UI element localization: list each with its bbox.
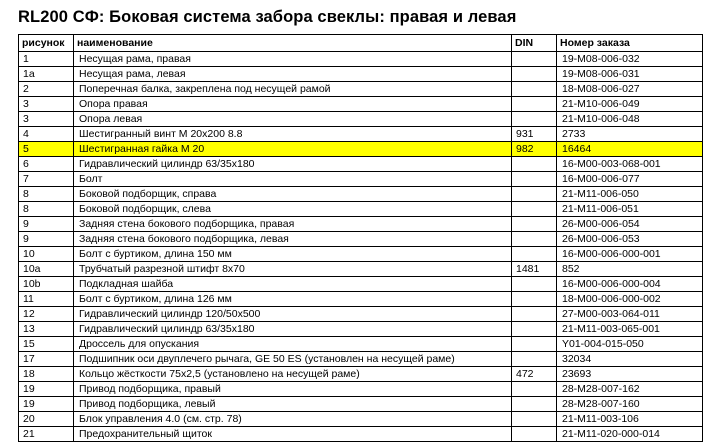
- cell-name: Боковой подборщик, слева: [74, 202, 512, 217]
- table-row: [19, 82, 703, 97]
- cell-name: Привод подборщика, правый: [74, 382, 512, 397]
- cell-order-number: 21-M10-006-049: [557, 97, 703, 112]
- cell-order-number: 21-M11-003-106: [557, 412, 703, 427]
- cell-name: Болт с буртиком, длина 126 мм: [74, 292, 512, 307]
- cell-name: Задняя стена бокового подборщика, левая: [74, 232, 512, 247]
- cell-din: [512, 322, 557, 337]
- cell-order-number: 32034: [557, 352, 703, 367]
- cell-order-number: 21-M11-003-065-001: [557, 322, 703, 337]
- cell-picture: 5: [19, 142, 74, 157]
- cell-picture: 7: [19, 172, 74, 187]
- table-row: [19, 127, 703, 142]
- cell-din: [512, 67, 557, 82]
- cell-din: [512, 97, 557, 112]
- table-row: [19, 397, 703, 412]
- cell-picture: 8: [19, 187, 74, 202]
- table-row: [19, 292, 703, 307]
- table-row: [19, 427, 703, 442]
- cell-picture: 18: [19, 367, 74, 382]
- cell-order-number: 18-M08-006-027: [557, 82, 703, 97]
- cell-picture: 9: [19, 217, 74, 232]
- cell-din: [512, 247, 557, 262]
- cell-order-number: 16-M00-003-068-001: [557, 157, 703, 172]
- cell-din: [512, 352, 557, 367]
- table-row: [19, 412, 703, 427]
- cell-order-number: 27-M00-003-064-011: [557, 307, 703, 322]
- cell-picture: 12: [19, 307, 74, 322]
- cell-order-number: Y01-004-015-050: [557, 337, 703, 352]
- cell-order-number: 852: [557, 262, 703, 277]
- cell-name: Гидравлический цилиндр 120/50x500: [74, 307, 512, 322]
- page-title: RL200 СФ: Боковая система забора свеклы: правая и левая: [18, 8, 517, 26]
- cell-name: Гидравлический цилиндр 63/35x180: [74, 322, 512, 337]
- column-header-name: наименование: [74, 35, 512, 52]
- cell-name: Привод подборщика, левый: [74, 397, 512, 412]
- cell-picture: 2: [19, 82, 74, 97]
- cell-din: 931: [512, 127, 557, 142]
- cell-order-number: 19-M08-006-032: [557, 52, 703, 67]
- cell-din: [512, 337, 557, 352]
- cell-picture: 3: [19, 97, 74, 112]
- cell-din: [512, 307, 557, 322]
- cell-name: Опора правая: [74, 97, 512, 112]
- table-row: [19, 352, 703, 367]
- cell-order-number: 21-M11-006-050: [557, 187, 703, 202]
- cell-name: Подкладная шайба: [74, 277, 512, 292]
- column-header-order-number: Номер заказа: [557, 35, 703, 52]
- cell-picture: 19: [19, 382, 74, 397]
- table-row: [19, 322, 703, 337]
- cell-picture: 19: [19, 397, 74, 412]
- cell-order-number: 18-M00-006-000-002: [557, 292, 703, 307]
- cell-din: [512, 82, 557, 97]
- cell-din: [512, 397, 557, 412]
- cell-name: Кольцо жёсткости 75x2,5 (установлено на несущей раме): [74, 367, 512, 382]
- cell-name: Подшипник оси двуплечего рычага, GE 50 ES (установлен на несущей раме): [74, 352, 512, 367]
- cell-order-number: 16-M00-006-000-001: [557, 247, 703, 262]
- cell-din: [512, 202, 557, 217]
- table-row: [19, 307, 703, 322]
- cell-order-number: 21-M11-006-051: [557, 202, 703, 217]
- column-header-din: DIN: [512, 35, 557, 52]
- cell-order-number: 26-M00-006-053: [557, 232, 703, 247]
- table-row: [19, 172, 703, 187]
- cell-din: 472: [512, 367, 557, 382]
- cell-name: Поперечная балка, закреплена под несущей рамой: [74, 82, 512, 97]
- cell-picture: 1a: [19, 67, 74, 82]
- cell-din: [512, 217, 557, 232]
- table-row: [19, 367, 703, 382]
- table-header-row: [19, 35, 703, 52]
- cell-name: Болт с буртиком, длина 150 мм: [74, 247, 512, 262]
- table-row: [19, 187, 703, 202]
- cell-din: [512, 292, 557, 307]
- cell-picture: 20: [19, 412, 74, 427]
- cell-order-number: 26-M00-006-054: [557, 217, 703, 232]
- cell-din: [512, 382, 557, 397]
- cell-order-number: 2733: [557, 127, 703, 142]
- cell-din: [512, 412, 557, 427]
- cell-order-number: 16464: [557, 142, 703, 157]
- cell-order-number: 16-M00-006-077: [557, 172, 703, 187]
- table-row: [19, 217, 703, 232]
- cell-picture: 9: [19, 232, 74, 247]
- cell-name: Несущая рама, правая: [74, 52, 512, 67]
- cell-order-number: 28-M28-007-162: [557, 382, 703, 397]
- cell-order-number: 21-M11-020-000-014: [557, 427, 703, 442]
- cell-picture: 11: [19, 292, 74, 307]
- cell-picture: 8: [19, 202, 74, 217]
- cell-picture: 6: [19, 157, 74, 172]
- table-row: [19, 112, 703, 127]
- cell-name: Задняя стена бокового подборщика, правая: [74, 217, 512, 232]
- cell-picture: 13: [19, 322, 74, 337]
- cell-picture: 10a: [19, 262, 74, 277]
- table-row: [19, 157, 703, 172]
- cell-picture: 4: [19, 127, 74, 142]
- table-row: [19, 382, 703, 397]
- table-row: [19, 247, 703, 262]
- cell-picture: 21: [19, 427, 74, 442]
- cell-name: Болт: [74, 172, 512, 187]
- table-row: [19, 262, 703, 277]
- cell-din: 982: [512, 142, 557, 157]
- cell-name: Несущая рама, левая: [74, 67, 512, 82]
- cell-name: Предохранительный щиток: [74, 427, 512, 442]
- cell-name: Дроссель для опускания: [74, 337, 512, 352]
- table-row: [19, 277, 703, 292]
- cell-picture: 17: [19, 352, 74, 367]
- cell-order-number: 21-M10-006-048: [557, 112, 703, 127]
- cell-din: [512, 157, 557, 172]
- parts-table: [18, 34, 703, 442]
- cell-din: 1481: [512, 262, 557, 277]
- table-header: [19, 35, 703, 52]
- cell-din: [512, 187, 557, 202]
- cell-name: Трубчатый разрезной штифт 8x70: [74, 262, 512, 277]
- cell-picture: 3: [19, 112, 74, 127]
- table-row: [19, 97, 703, 112]
- cell-din: [512, 232, 557, 247]
- cell-order-number: 28-M28-007-160: [557, 397, 703, 412]
- cell-name: Шестигранная гайка M 20: [74, 142, 512, 157]
- table-row: [19, 337, 703, 352]
- cell-order-number: 23693: [557, 367, 703, 382]
- table-row: [19, 142, 703, 157]
- cell-din: [512, 112, 557, 127]
- table-row: [19, 52, 703, 67]
- cell-name: Гидравлический цилиндр 63/35x180: [74, 157, 512, 172]
- table-row: [19, 232, 703, 247]
- cell-picture: 10b: [19, 277, 74, 292]
- cell-din: [512, 172, 557, 187]
- cell-din: [512, 52, 557, 67]
- cell-din: [512, 277, 557, 292]
- table-row: [19, 202, 703, 217]
- cell-picture: 15: [19, 337, 74, 352]
- cell-name: Опора левая: [74, 112, 512, 127]
- cell-name: Блок управления 4.0 (см. стр. 78): [74, 412, 512, 427]
- table-row: [19, 67, 703, 82]
- cell-name: Шестигранный винт M 20x200 8.8: [74, 127, 512, 142]
- column-header-picture: рисунок: [19, 35, 74, 52]
- cell-din: [512, 427, 557, 442]
- cell-order-number: 19-M08-006-031: [557, 67, 703, 82]
- table-body: [19, 52, 703, 442]
- cell-picture: 1: [19, 52, 74, 67]
- cell-picture: 10: [19, 247, 74, 262]
- cell-name: Боковой подборщик, справа: [74, 187, 512, 202]
- cell-order-number: 16-M00-006-000-004: [557, 277, 703, 292]
